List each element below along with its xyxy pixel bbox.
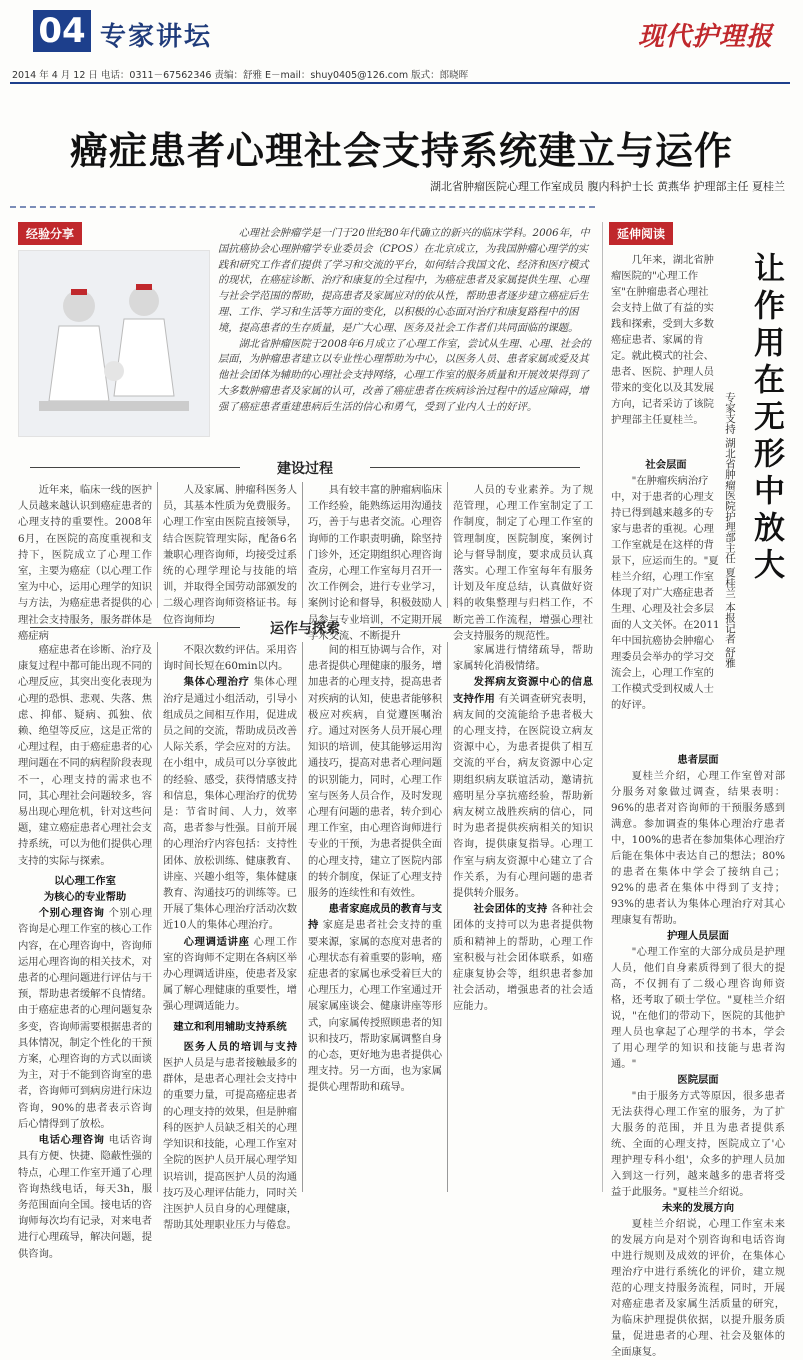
section2-column-3: 间的相互协调与合作，对患者提供心理健康的服务，增加患者的心理支持，提高患者对疾病的认知，使患者能够积极应对疾病，自觉遵医嘱治疗。通过对医务人员开展心理知识的培训，使其能够运用沟通技巧，提高对患者心理问题的识别能力，同时，心理工作室与医务人员合作，及时发现心理有问题的患者，转介到心理工作室，由心理咨询师进行专业的干预，为患者提供全面的心理支持，建立了医院内部的转介制度，保证了心理支持服务的连续性和有效性。 患者家庭成员的教育与支持 家庭是患者社会支持的重要来源，家属的态度对患者的心理状态有着重要的影响，癌症患者的家属也承受着巨大的心理压力，心理工作室通过开展家属座谈会、健康讲座等形式，向家属传授照顾患者的知识和技巧，帮助家属调整自身的心态，更好地为患者提供心理支持。另一方面，也为家属提供心理帮助和疏导。	[308, 644, 443, 1094]
page-number: 04	[33, 10, 91, 52]
sidebar-intro: 几年来，湖北省肿瘤医院的"心理工作室"在肿瘤患者心理社会支持上做了有益的实践和探索，受到大多数癌症患者、家属的肯定。就此模式的社会、患者、医院、护理人员带来的变化以及其发展方向，记者采访了该院护理部主任夏桂兰。	[611, 254, 714, 426]
section-heading-operation	[30, 618, 580, 636]
intro-paragraph: 湖北省肿瘤医院于2008年6月成立了心理工作室，尝试从生理、心理、社会的层面，为肿瘤患者建立以专业性心理帮助为中心，以医务人员、患者家属或爱及其他社会团体为辅助的心理社会支持网络，心理工作室的服务质量和开展效果得到了大多数肿瘤患者及家属的认可，改善了癌症患者在疾病诊治过程中的适应障碍，增强了癌症患者重建患病后生活的信心和勇气，受到了业内人士的好评。	[218, 337, 591, 413]
section2-column-4: 家属进行情绪疏导，帮助家属转化消极情绪。 发挥病友资源中心的信息支持作用 有关调查研究表明，病友间的交流能给予患者极大的心理支持，在医院设立病友资源中心，为患者提供了相互交流的平台，病友资源中心定期组织病友联谊活动，邀请抗癌明星分享抗癌经验，帮助新病友树立战胜疾病的信心，同时为患者提供疾病相关的知识咨询，提供康复指导。心理工作室与病友资源中心建立了合作关系，为有心理问题的患者提供转介服务。 社会团体的支持 各种社会团体的支持可以为患者提供物质和精神上的帮助，心理工作室积极与社会团体联系，如癌症康复协会等，组织患者参加社会活动，增强患者的社会适应能力。	[453, 644, 594, 1013]
section1-column: 人员的专业素养。为了规范管理，心理工作室制定了工作制度，制定了心理工作室的管理制度，医院制度，案例讨论与督导制度，要求成员认真落实。心理工作室每年有服务计划及年度总结，认真做好资料的收集整理与归档工作，不断完善工作流程，增强心理社会支持服务的规范性。	[453, 484, 593, 642]
section1-column: 近年来，临床一线的医护人员越来越认识到癌症患者的心理支持的重要性。2008年6月，在医院的高度重视和支持下，医院成立了心理工作室，主要为癌症（以心理工作室为中心，运用心理学的知识与方法，为癌症患者提供的心理社会支持服务，服务群体是癌症病	[18, 484, 152, 642]
article-headline: 癌症患者心理社会支持系统建立与运作	[69, 129, 733, 173]
section2-column-2: 不限次数约评估。采用咨询时间长短在60min以内。 集体心理治疗 集体心理治疗是通过小组活动，引导小组成员之间相互作用，促进成员之间的交流，帮助成员改善人际关系，学会应对的方法。在小组中，成员可以分享彼此的经验、感受，获得情感支持和信息，集体心理治疗的优势是：节省时间、人力，效率高，患者参与性强。目前开展的心理治疗内容包括：支持性团体、放松训练、健康教育、讲座、兴趣小组等，集体健康教育、沟通技巧的训练等。已开展了集体心理治疗活动次数近10人的集体心理治疗。 心理调适讲座 心理工作室的咨询师不定期在各病区举办心理调适讲座，使患者及家属了解心理健康的重要性，增强心理调适能力。 建立和利用辅助支持系统 医务人员的培训与支持 医护人员是与患者接触最多的群体，是患者心理社会支持中的重要力量，可提高癌症患者的心理支持的效果，但是肿瘤科的医护人员缺乏相关的心理学知识和技能，心理工作室对全院的医护人员开展心理学知识培训，提高医护人员的沟通技巧及心理评估能力，同时关注医护人员自身的心理健康，帮助其处理职业压力与倦怠。	[163, 644, 298, 1232]
section-title: 运作与探索	[270, 621, 340, 637]
section-title: 建设过程	[277, 461, 333, 477]
section1-column: 具有较丰富的肿瘤病临床工作经验，能熟练运用沟通技巧，善于与患者交流。心理咨询师的工作职责明确，除坚持门诊外，还定期组织心理咨询查房，心理工作室每月召开一次工作例会，进行专业学习，案例讨论和督导，积极鼓励人员参与专业培训，不定期开展学术交流、不断提升	[308, 484, 442, 642]
section2-column-1: 癌症患者在诊断、治疗及康复过程中都可能出现不同的心理反应，其突出变化表现为心理的恐惧、悲观、失落、焦虑、抑郁、疑病、孤独、依赖、绝望等反应，这是正常的心理过程，由于癌症患者的心理问题在不同的病程阶段表现不一，心理支持的需求也不同，其心理社会问题较多，容易出现心理危机，针对这些问题，建立癌症患者心理社会支持系统，可以为他们提供心理支持的实际与探索。 以心理工作室 为核心的专业帮助 个别心理咨询 个别心理咨询是心理工作室的核心工作内容，在心理咨询中，咨询师运用心理咨询的相关技术，对患者的心理问题进行评估与干预，帮助患者缓解不良情绪。由于癌症患者的心理问题复杂多变，咨询师需要根据患者的具体情况，制定个性化的干预方案，心理咨询的方式以面谈为主，对于不能到咨询室的患者，咨询师可到病房进行床边咨询，90%的患者表示咨询后心情得到了放松。 电话心理咨询 电话咨询具有方便、快捷、隐蔽性强的特点，心理工作室开通了心理咨询热线电话，每天3h，服务范围面向全国。接电话的咨询师每次均有记录，对来电者进行心理疏导，解决问题，提供咨询。	[18, 644, 153, 1260]
section1-column: 人及家属、肿瘤科医务人员，其基本性质为免费服务。心理工作室由医院直接领导，结合医院管理实际，配备6名兼职心理咨询师，均接受过系统的心理学理论与技能的培训，并取得全国劳动部颁发的二级心理咨询师资格证书。每位咨询师均	[163, 484, 297, 626]
experience-share-tag: 经验分享	[18, 222, 82, 245]
sidebar-lower-sections: 患者层面 夏桂兰介绍，心理工作室曾对部分服务对象做过调查，结果表明：96%的患者对咨询师的干预服务感到满意。参加调查的集体心理治疗患者中，100%的患者在参加集体心理治疗后能在集体中表达自己的想法；80%的患者在集体中学会了接纳自己；92%的患者在集体中得到了支持；93%的患者认为集体心理治疗对其心理康复有帮助。 护理人员层面 "心理工作室的大部分成员是护理人员，他们自身素质得到了很大的提高，不仅拥有了二级心理咨询师资格，还考取了硕士学位。"夏桂兰介绍说，"在他们的带动下，医院的其他护理人员也拿起了心理学的书本，学会了用心理学的知识和技能与患者沟通。" 医院层面 "由于服务方式等原因，很多患者无法获得心理工作室的服务，为了扩大服务的范围，并且为患者提供系统、全面的心理支持，医院成立了'心理护理专科小组'，众多的护理人员加入到这一行列，越来越多的患者将受益于此服务。"夏桂兰介绍说。 未来的发展方向 夏桂兰介绍说，心理工作室未来的发展方向是对个别咨询和电话咨询中进行规则及成效的评价，在集体心理治疗中进行系统化的评价，建立规范的心理支持服务流程，同时，开展对癌症患者及家属生活质量的研究，为临床护理提供依据，以提升服务质量，促进患者的心理、社会及躯体的全面康复。	[611, 754, 785, 1358]
extended-reading-sidebar	[602, 222, 791, 1358]
interview-title: 让作用在无形中放大	[748, 252, 784, 585]
byline-divider	[10, 206, 595, 208]
masthead-rule	[10, 82, 790, 84]
byline: 湖北省肿瘤医院心理工作室成员 腹内科护士长 黄燕华 护理部主任 夏桂兰	[430, 180, 785, 193]
nurses-illustration	[18, 250, 210, 437]
intro-text	[218, 226, 593, 416]
section-heading-construction	[30, 458, 580, 476]
extended-reading-tag: 延伸阅读	[609, 222, 673, 245]
sidebar-vertical-title	[719, 252, 789, 792]
interview-credits: 专家支持 湖北省肿瘤医院护理部主任 夏桂兰 本报记者 舒雅	[724, 392, 736, 668]
intro-paragraph: 心理社会肿瘤学是一门于20世纪80年代确立的新兴的临床学科。2006年，中国抗癌协会心理肿瘤学专业委员会（CPOS）在北京成立，为我国肿瘤心理学的实践和研究工作者们提供了学习和交流的平台，如何结合我国文化、经济和医疗模式的现状，在癌症诊断、治疗和康复的全过程中，为癌症患者及家属提供生理、心理与社会学范围的帮助，提高患者及家属应对的依从性，帮助患者逐步建立癌症后生理、工作、学习和生活等方面的变化，以积极的心态面对治疗和康复路程中的困境，提高患者的生存质量，是广大心理、医务及社会工作者们共同面临的课题。	[218, 227, 590, 334]
nurses-illustration-icon	[19, 251, 209, 436]
intro-block	[18, 222, 596, 444]
sidebar-society-section: 社会层面 "在肿瘤疾病治疗中，对于患者的心理支持已得到越来越多的专家与患者的重视。心理工作室就是在这样的背景下，应运而生的。"夏桂兰介绍，心理工作室体现了对广大癌症患者生理、心理及社会多层面的人文关怀。在2011年中国抗癌协会肿瘤心理委员会举办的学习交流会上，心理工作室的工作模式受到权威人士的好评。	[611, 459, 720, 711]
issue-meta-line: 2014 年 4 月 12 日 电话：0311－67562346 责编：舒雅 E－mail：shuy0405@126.com 版式：郎晓晖	[12, 70, 469, 81]
newspaper-logo: 现代护理报	[637, 22, 773, 52]
section-title: 专家讲坛	[100, 22, 213, 52]
